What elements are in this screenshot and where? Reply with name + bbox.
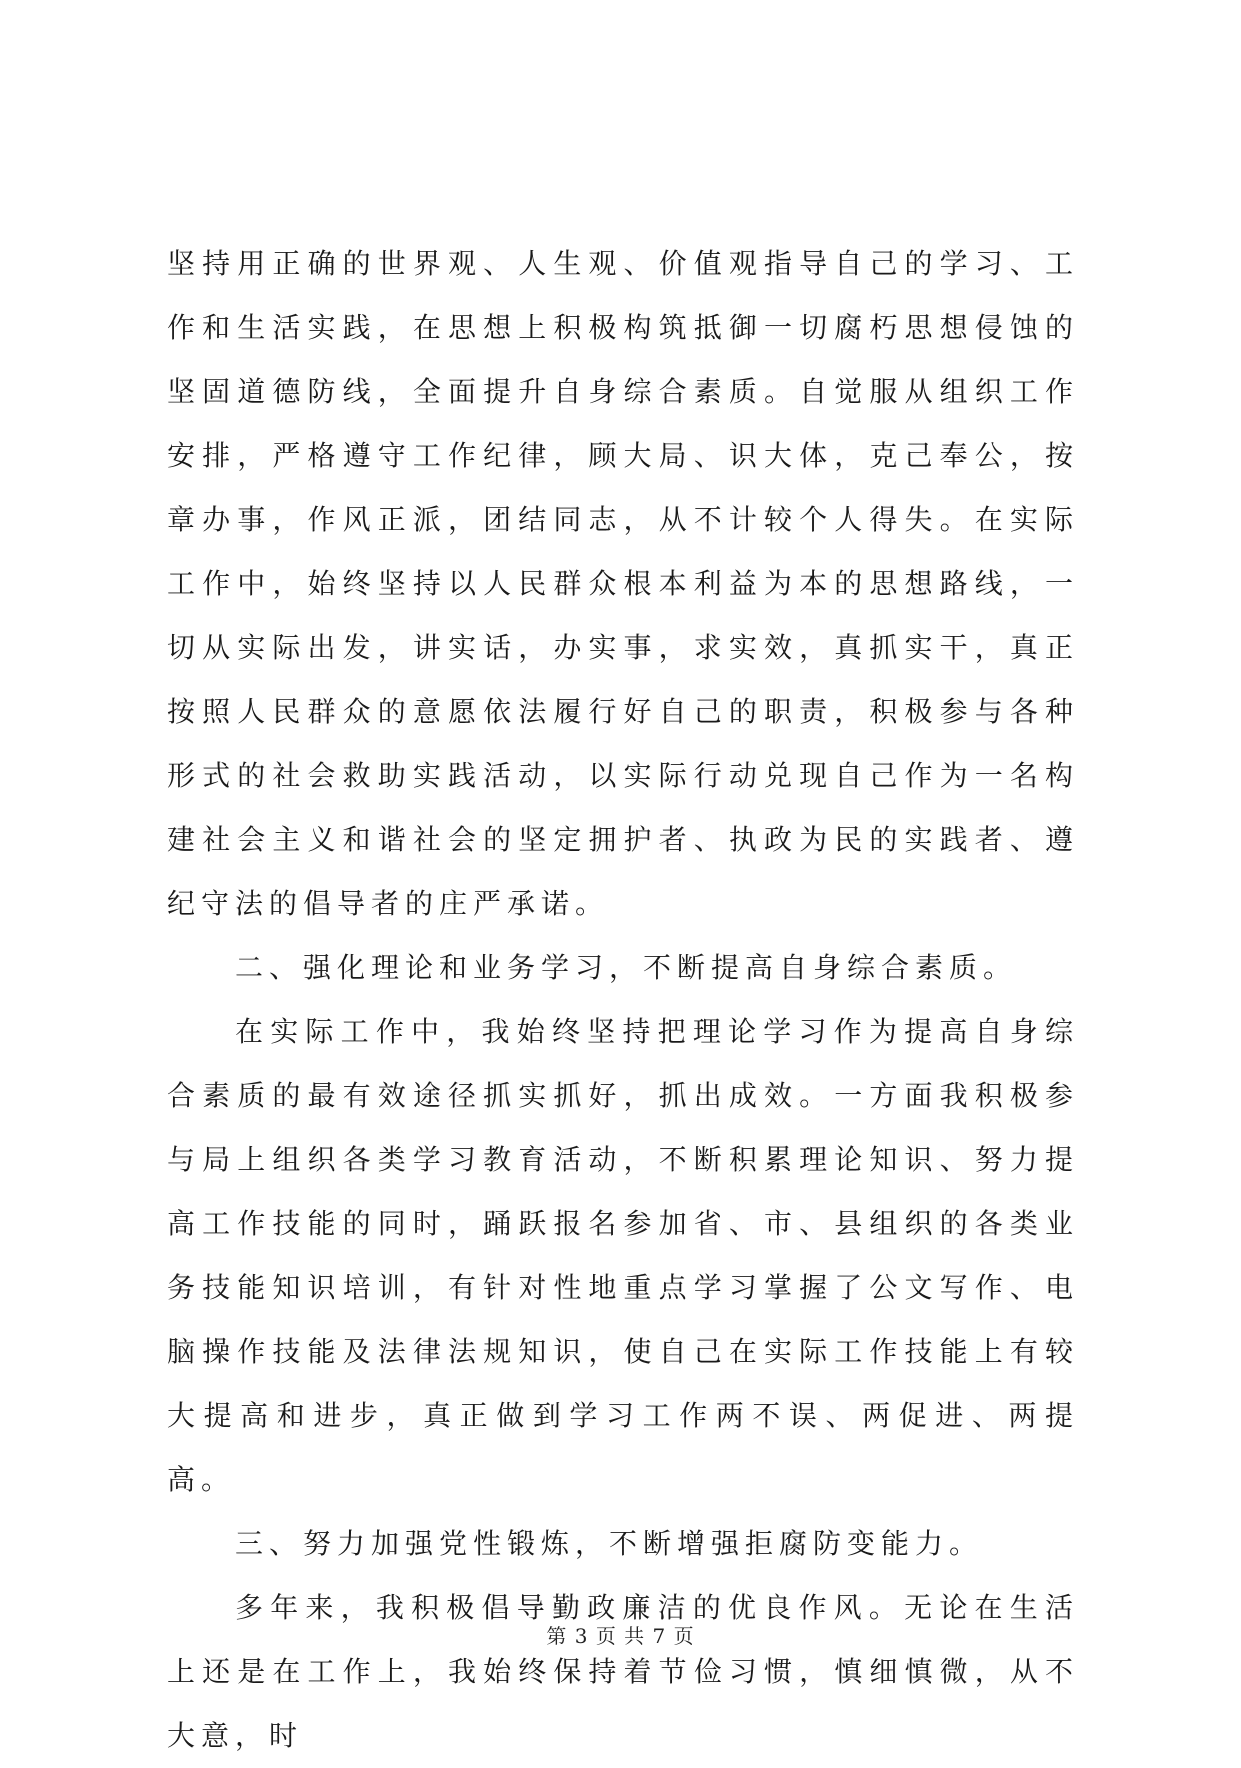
section-heading-3: 三、努力加强党性锻炼，不断增强拒腐防变能力。: [235, 1527, 984, 1560]
page-number-footer: 第 3 页 共 7 页: [546, 1624, 695, 1648]
paragraph-continued: 坚持用正确的世界观、人生观、价值观指导自己的学习、工作和生活实践，在思想上积极构筑抵御一切腐朽思想侵蚀的坚固道德防线，全面提升自身综合素质。自觉服从组织工作安排，严格遵守工作纪律，顾大局、识大体，克己奉公，按章办事，作风正派，团结同志，从不计较个人得失。在实际工作中，始终坚持以人民群众根本利益为本的思想路线，一切从实际出发，讲实话，办实事，求实效，真抓实干，真正按照人民群众的意愿依法履行好自己的职责，积极参与各种形式的社会救助实践活动，以实际行动兑现自己作为一名构建社会主义和谐社会的坚定拥护者、执政为民的实践者、遵纪守法的倡导者的庄严承诺。: [167, 247, 1079, 920]
paragraph-study: 在实际工作中，我始终坚持把理论学习作为提高自身综合素质的最有效途径抓实抓好，抓出成效。一方面我积极参与局上组织各类学习教育活动，不断积累理论知识、努力提高工作技能的同时，踊跃报名参加省、市、县组织的各类业务技能知识培训，有针对性地重点学习掌握了公文写作、电脑操作技能及法律法规知识，使自己在实际工作技能上有较大提高和进步，真正做到学习工作两不误、两促进、两提高。: [167, 1015, 1079, 1496]
paragraph-integrity: 多年来，我积极倡导勤政廉洁的优良作风。无论在生活上还是在工作上，我始终保持着节俭习惯，慎细慎微，从不大意，时: [167, 1591, 1079, 1752]
section-heading-2: 二、强化理论和业务学习，不断提高自身综合素质。: [235, 951, 1018, 984]
document-body: [167, 232, 1079, 1768]
